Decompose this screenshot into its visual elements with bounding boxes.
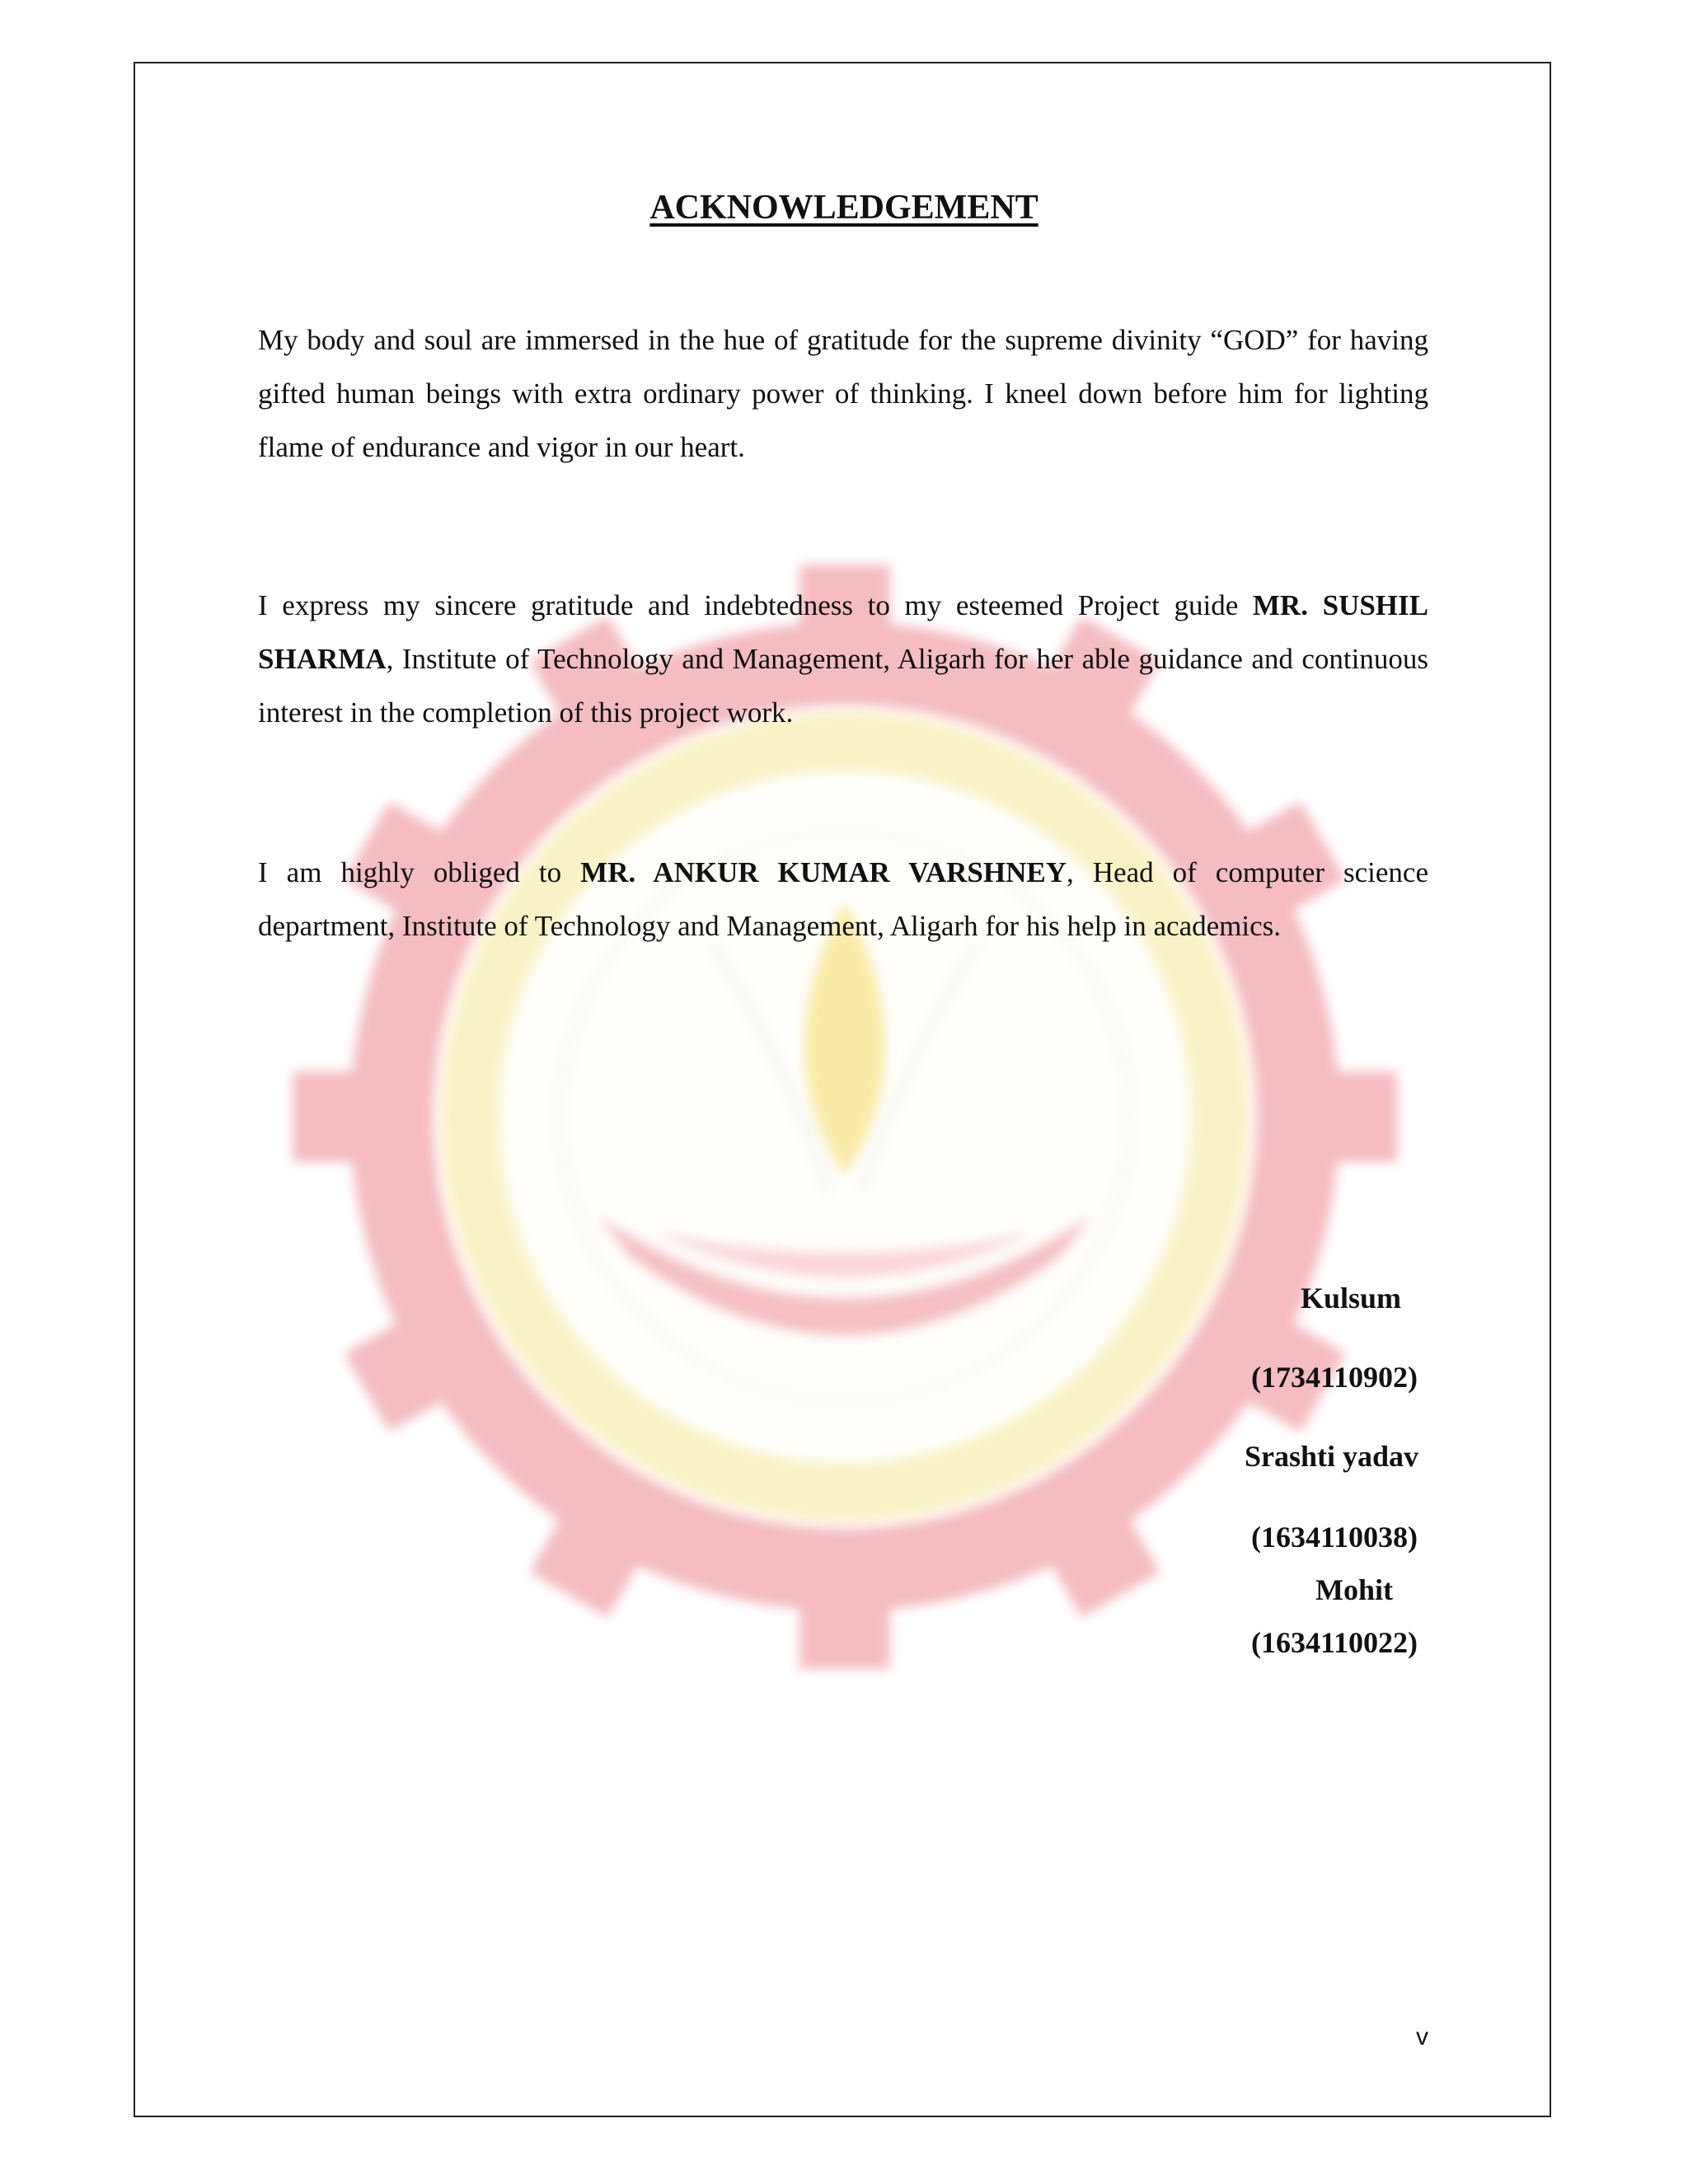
page-number: v — [1416, 2023, 1428, 2050]
signatory-name: Kulsum — [1301, 1282, 1402, 1315]
guide-name: MR. SUSHIL SHARMA — [258, 589, 1428, 675]
guide-text-before: I express my sincere gratitude and indebtedness to my esteemed Project guide — [258, 589, 1253, 621]
gratitude-paragraph: My body and soul are immersed in the hue of gratitude for the supreme divinity “GOD” for having gifted human beings with extra ordinary power of thinking. I kneel down before him for lighting flame of endurance and vigor in our heart. — [258, 324, 1428, 463]
signatory-name: Srashti yadav — [1245, 1440, 1419, 1473]
hod-name: MR. ANKUR KUMAR VARSHNEY — [580, 856, 1067, 888]
hod-text-after: , Head of computer science department, Institute of Technology and Management, Aligarh for his help in academics. — [258, 856, 1428, 942]
signatory-id: (1734110902) — [1251, 1361, 1418, 1394]
guide-text-after: , Institute of Technology and Management, Aligarh for her able guidance and continuous interest in the completion of this project work. — [258, 643, 1428, 729]
signatory-name: Mohit — [1315, 1573, 1393, 1606]
signatory-id: (1634110022) — [1251, 1626, 1418, 1659]
page-title: ACKNOWLEDGEMENT — [649, 189, 1039, 227]
guide-paragraph — [258, 579, 1428, 739]
hod-text-before: I am highly obliged to — [258, 856, 581, 888]
signatory-id: (1634110038) — [1251, 1521, 1418, 1554]
hod-paragraph — [258, 846, 1428, 953]
